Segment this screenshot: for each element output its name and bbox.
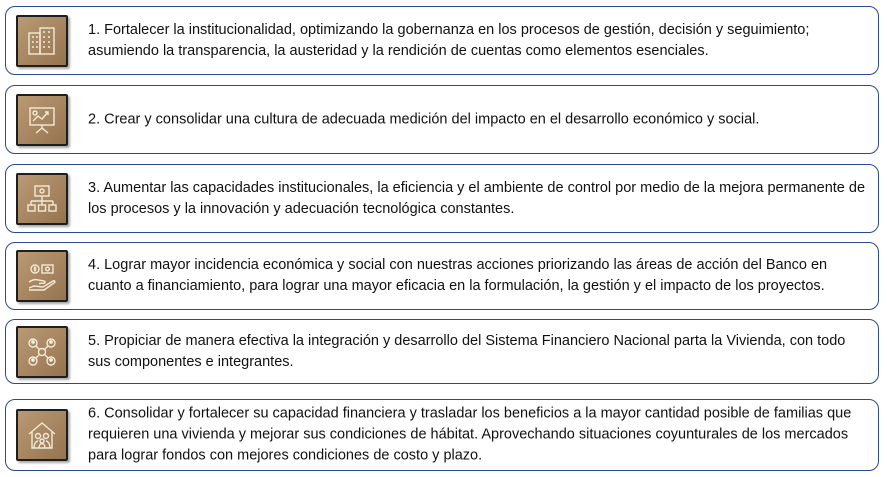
presentation-chart-icon (16, 94, 68, 146)
objective-card-1 (5, 6, 879, 75)
hand-money-icon (16, 250, 68, 302)
objective-card-6 (5, 399, 879, 471)
objective-text: 4. Lograr mayor incidencia económica y social con nuestras acciones priorizando las áreas de acción del Banco en cuanto a financiamiento, para lograr una mayor eficacia en la formulación, la gestión y el impacto de los proyectos. (88, 257, 828, 294)
objective-card-4 (5, 242, 879, 310)
people-network-icon (16, 326, 68, 378)
objective-text: 5. Propiciar de manera efectiva la integración y desarrollo del Sistema Financiero Nacional parta la Vivienda, con todo sus componentes e integrantes. (88, 332, 846, 370)
buildings-icon (16, 15, 68, 67)
objective-text: 3. Aumentar las capacidades institucionales, la eficiencia y el ambiente de control por medio de la mejora permanente de los procesos y la innovación y adecuación tecnológica constantes. (88, 179, 866, 217)
objective-text: 2. Crear y consolidar una cultura de adecuada medición del impacto en el desarrollo económico y social. (88, 111, 760, 127)
objective-text: 6. Consolidar y fortalecer su capacidad financiera y trasladar los beneficios a la mayor cantidad posible de familias que requieren una vivienda y mejorar sus condiciones de hábitat. Aprovechando situaciones coyunturales de los mercados para lograr fondos con mejores condiciones de costo y plazo. (88, 405, 852, 464)
objective-text: 1. Fortalecer la institucionalidad, optimizando la gobernanza en los procesos de gestión, decisión y seguimiento; asumiendo la transparencia, la austeridad y la rendición de cuentas como elementos esenciales. (88, 21, 810, 59)
objective-card-5 (5, 319, 879, 384)
family-home-icon (16, 409, 68, 461)
network-computer-icon (16, 173, 68, 225)
objective-card-2 (5, 85, 879, 154)
objective-card-3 (5, 164, 879, 233)
